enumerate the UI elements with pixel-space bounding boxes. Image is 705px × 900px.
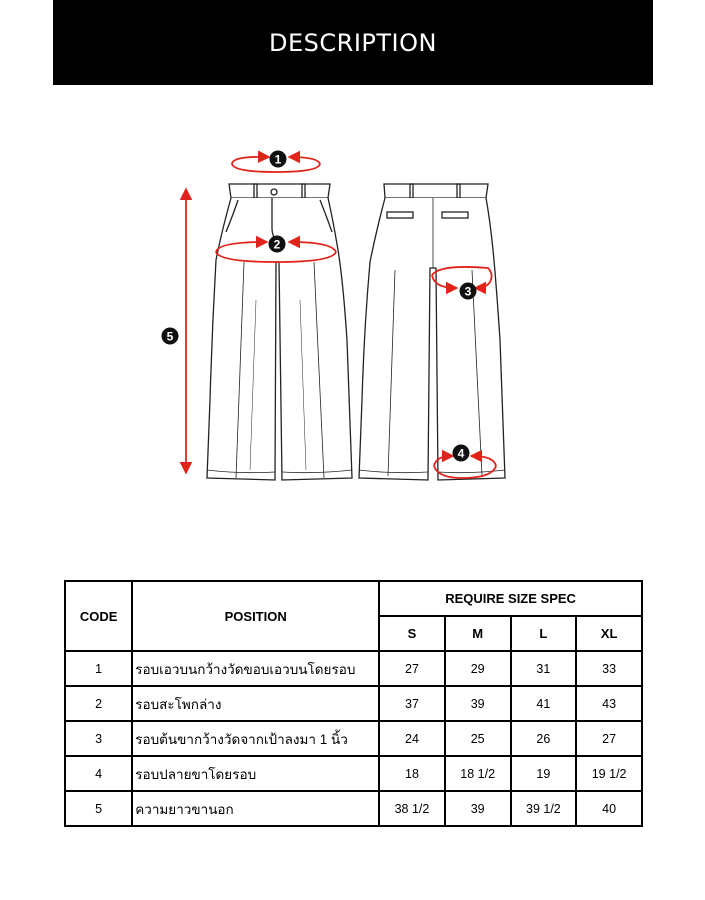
code-header: CODE [65, 581, 132, 651]
value-l: 26 [511, 721, 577, 756]
table-row [65, 791, 642, 826]
row-code: 3 [65, 721, 132, 756]
svg-text:3: 3 [464, 284, 472, 299]
value-m: 25 [445, 721, 511, 756]
back-pants-illustration [359, 184, 505, 480]
row-code: 4 [65, 756, 132, 791]
value-m: 18 1/2 [445, 756, 511, 791]
row-position: รอบเอวบนกว้างวัดขอบเอวบนโดยรอบ [132, 651, 379, 686]
value-s: 27 [379, 651, 445, 686]
size-header-m: M [445, 616, 511, 651]
value-m: 39 [445, 791, 511, 826]
row-position: ความยาวขานอก [132, 791, 379, 826]
value-l: 39 1/2 [511, 791, 577, 826]
value-s: 24 [379, 721, 445, 756]
marker-2 [269, 236, 286, 253]
value-s: 38 1/2 [379, 791, 445, 826]
value-s: 37 [379, 686, 445, 721]
page-title: DESCRIPTION [269, 28, 437, 57]
table-row [65, 686, 642, 721]
size-header-s: S [379, 616, 445, 651]
marker-4 [453, 445, 470, 462]
row-code: 2 [65, 686, 132, 721]
value-xl: 27 [576, 721, 642, 756]
value-m: 29 [445, 651, 511, 686]
svg-text:2: 2 [273, 237, 281, 252]
table-row [65, 721, 642, 756]
value-xl: 40 [576, 791, 642, 826]
value-l: 41 [511, 686, 577, 721]
table-row [65, 756, 642, 791]
value-xl: 19 1/2 [576, 756, 642, 791]
svg-text:5: 5 [166, 329, 174, 344]
svg-text:1: 1 [274, 152, 282, 167]
value-l: 31 [511, 651, 577, 686]
value-s: 18 [379, 756, 445, 791]
value-xl: 43 [576, 686, 642, 721]
front-pants-illustration [207, 184, 352, 480]
size-header-xl: XL [576, 616, 642, 651]
size-spec-table [64, 580, 643, 827]
row-position: รอบต้นขากว้างวัดจากเป้าลงมา 1 นิ้ว [132, 721, 379, 756]
size-header-l: L [511, 616, 577, 651]
row-position: รอบสะโพกล่าง [132, 686, 379, 721]
svg-text:4: 4 [457, 446, 465, 461]
marker-3 [460, 283, 477, 300]
require-size-spec-header: REQUIRE SIZE SPEC [379, 581, 642, 616]
marker-1 [270, 151, 287, 168]
value-xl: 33 [576, 651, 642, 686]
row-position: รอบปลายขาโดยรอบ [132, 756, 379, 791]
row-code: 1 [65, 651, 132, 686]
marker-5 [162, 328, 179, 345]
value-l: 19 [511, 756, 577, 791]
position-header: POSITION [132, 581, 379, 651]
table-row [65, 651, 642, 686]
row-code: 5 [65, 791, 132, 826]
value-m: 39 [445, 686, 511, 721]
